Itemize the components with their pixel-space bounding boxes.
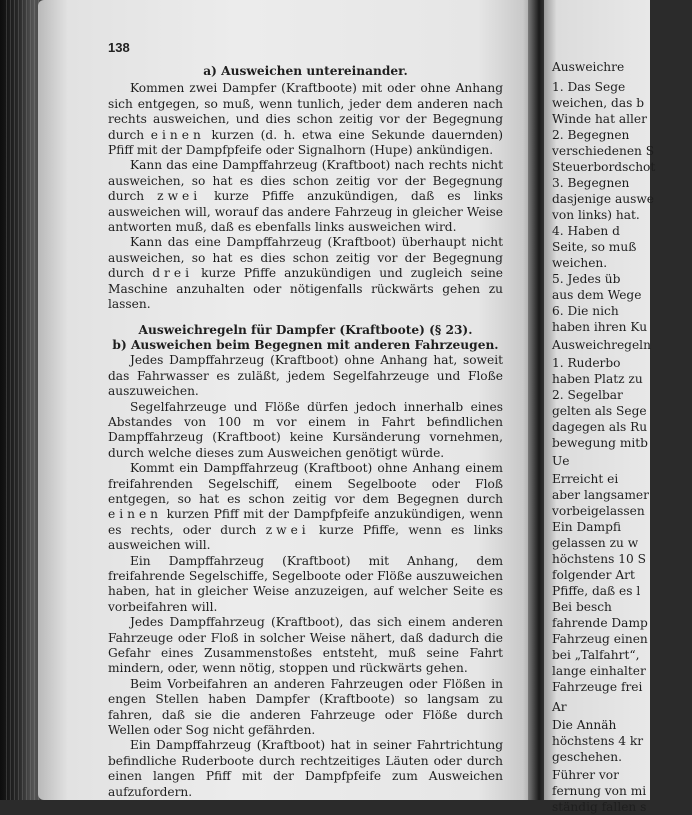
right-page-line: geschehen. bbox=[552, 750, 622, 764]
right-page-line: von links) hat. bbox=[552, 208, 640, 222]
paragraph-2: Kann das eine Dampffahrzeug (Kraftboot) nach rechts nicht ausweichen, so hat es dies schon zeitig vor der Begegnung durch zwei kurze Pfiffe anzukündigen, daß es links ausweichen will, worauf das andere Fahrzeug in gleicher Weise antworten muß, daß es ebenfalls links ausweichen wird. bbox=[108, 158, 503, 235]
right-page-line: bei „Talfahrt“, bbox=[552, 648, 640, 662]
right-page-line: lange einhalter bbox=[552, 664, 646, 678]
paragraph-4: Jedes Dampffahrzeug (Kraftboot) ohne Anhang hat, soweit das Fahrwasser es zuläßt, jedem Segelfahrzeuge und Floße auszuweichen. bbox=[108, 353, 503, 399]
paragraph-1: Kommen zwei Dampfer (Kraftboote) mit oder ohne Anhang sich entgegen, so muß, wenn tunlich, jeder dem anderen nach rechts ausweichen, und dies schon zeitig vor der Begegnung durch einen kurzen (d. h. etwa eine Sekunde dauernden) Pfiff mit der Dampfpfeife oder Signalhorn (Hupe) ankündigen. bbox=[108, 81, 504, 158]
paragraph-5: Segelfahrzeuge und Flöße dürfen jedoch innerhalb eines Abstandes von 100 m vor einem in Fahrt befindlichen Dampffahrzeug (Kraftboot) keine Kursänderung vornehmen, durch welche dieses zum Ausweichen genötigt würde. bbox=[108, 399, 503, 460]
right-page-line: verschiedenen S bbox=[552, 144, 655, 158]
paragraph-9: Beim Vorbeifahren an anderen Fahrzeugen oder Flößen in engen Stellen haben Dampfer (Kraftboote) so langsam zu fahren, daß sie die anderen Fahrzeuge oder Flöße durch Wellen oder Sog nicht gefährden. bbox=[108, 676, 503, 738]
paragraph-3: Kann das eine Dampffahrzeug (Kraftboot) überhaupt nicht ausweichen, so hat es dies schon zeitig vor der Begegnung durch drei kurze Pfiffe anzukündigen und zugleich seine Maschine anzuhalten oder nötigenfalls rückwärts gehen zu lassen. bbox=[108, 235, 504, 312]
paragraph-8: Jedes Dampffahrzeug (Kraftboot), das sich einem anderen Fahrzeuge oder Floß in solcher Weise nähert, daß dadurch die Gefahr eines Zusammenstoßes entsteht, muß seine Fahrt mindern, oder, wenn nötig, stoppen und rückwärts gehen. bbox=[108, 615, 503, 676]
paragraph-7: Ein Dampffahrzeug (Kraftboot) mit Anhang, dem freifahrende Segelschiffe, Segelboote oder Flöße auszuweichen haben, hat in gleicher Weise anzuzeigen, auf welcher Seite es vorbeifahren will. bbox=[108, 553, 503, 614]
left-page-text bbox=[108, 38, 503, 800]
right-page-line: dagegen als Ru bbox=[552, 420, 648, 434]
right-page-line: Pfiffe, daß es l bbox=[552, 584, 641, 598]
right-page-line: Ue bbox=[552, 454, 570, 468]
right-page-line: Ar bbox=[552, 700, 567, 714]
right-page-line: Steuerbordschot bbox=[552, 160, 656, 174]
right-page-line: Winde hat aller bbox=[552, 112, 647, 126]
right-page-line: gelten als Sege bbox=[552, 404, 647, 418]
right-page-line: aus dem Wege bbox=[552, 288, 642, 302]
right-page-line: Ausweichregeln bbox=[552, 338, 651, 352]
right-page-line: dasjenige auswe bbox=[552, 192, 654, 206]
right-page-line: Seite, so muß bbox=[552, 240, 637, 254]
right-page-line: Erreicht ei bbox=[552, 472, 619, 486]
section-heading-a: a) Ausweichen untereinander. bbox=[203, 64, 408, 78]
right-page-line: Die Annäh bbox=[552, 718, 617, 732]
right-page-line: 1. Ruderbo bbox=[552, 356, 621, 370]
right-page-line: Bei besch bbox=[552, 600, 612, 614]
right-page-line: Ein Dampfi bbox=[552, 520, 622, 534]
right-page-line: vorbeigelassen bbox=[552, 504, 645, 518]
right-page-line: haben ihren Ku bbox=[552, 320, 648, 334]
right-page-line: aber langsamer bbox=[552, 488, 649, 502]
right-page-line: ständig fallen s bbox=[552, 800, 647, 814]
right-page bbox=[544, 0, 656, 814]
paragraph-6: Kommt ein Dampffahrzeug (Kraftboot) ohne Anhang einem freifahrenden Segelschiff, einem Segelboote oder Floß entgegen, so hat es schon zeitig vor dem Begegnen durch einen kurzen Pfiff mit der Dampfpfeife anzukündigen, wenn es rechts, oder durch zwei kurze Pfiffe, wenn es links ausweichen will. bbox=[108, 461, 504, 553]
page-edges bbox=[6, 0, 40, 800]
right-page-line: 4. Haben d bbox=[552, 224, 620, 238]
right-page-line: fernung von mi bbox=[552, 784, 647, 798]
paragraph-10: Ein Dampffahrzeug (Kraftboot) hat in seiner Fahrtrichtung befindliche Ruderboote durch rechtzeitiges Läuten oder durch einen langen Pfiff mit der Dampfpfeife zum Ausweichen aufzufordern. bbox=[108, 738, 503, 799]
right-page-line: Ausweichre bbox=[552, 60, 625, 74]
right-page-line: 3. Begegnen bbox=[552, 176, 630, 190]
right-page-line: weichen. bbox=[552, 256, 608, 270]
section-heading-b: b) Ausweichen beim Begegnen mit anderen Fahrzeugen. bbox=[112, 337, 499, 352]
right-page-line: 5. Jedes üb bbox=[552, 272, 621, 286]
right-page-line: 1. Das Sege bbox=[552, 80, 626, 94]
right-page-line: Fahrzeuge frei bbox=[552, 680, 643, 694]
right-page-line: höchstens 10 S bbox=[552, 552, 646, 566]
right-page-line: Führer vor bbox=[552, 768, 619, 782]
right-page-line: 2. Begegnen bbox=[552, 128, 630, 142]
right-page-line: Fahrzeug einen bbox=[552, 632, 648, 646]
right-page-line: 6. Die nich bbox=[552, 304, 619, 318]
right-page-line: haben Platz zu bbox=[552, 372, 643, 386]
right-page-line: fahrende Damp bbox=[552, 616, 648, 630]
right-page-line: folgender Art bbox=[552, 568, 635, 582]
main-heading: Ausweichregeln für Dampfer (Kraftboote) (§ 23). bbox=[138, 322, 473, 337]
right-page-line: gelassen zu w bbox=[552, 536, 639, 550]
right-page-line: 2. Segelbar bbox=[552, 388, 623, 402]
right-page-line: bewegung mitb bbox=[552, 436, 648, 450]
page-number: 138 bbox=[108, 40, 130, 55]
right-page-line: weichen, das b bbox=[552, 96, 645, 110]
right-page-line: höchstens 4 kr bbox=[552, 734, 644, 748]
